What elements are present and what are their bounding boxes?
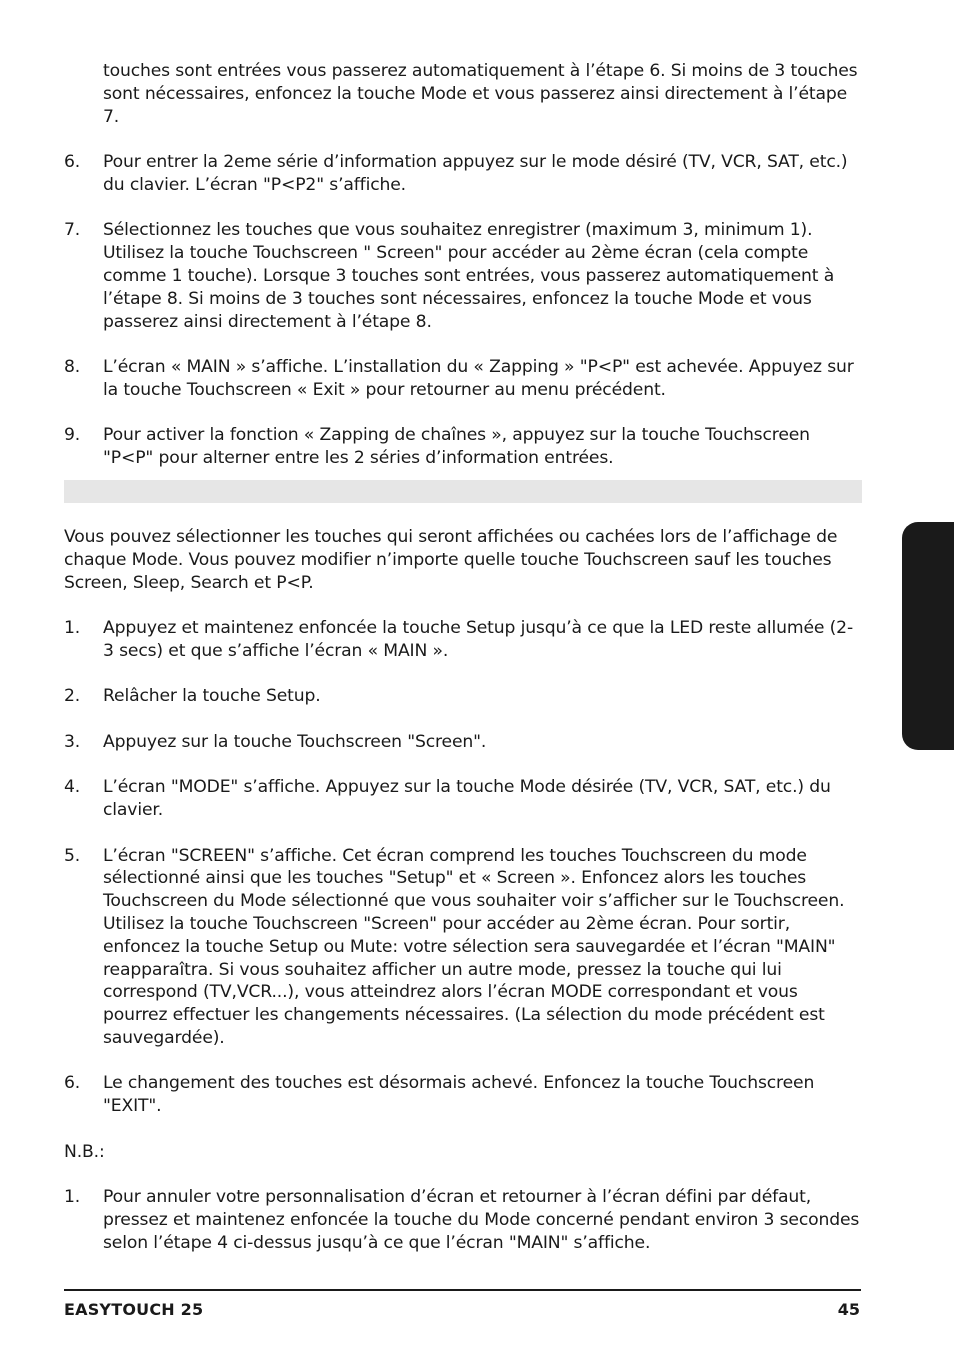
list-item: 9. Pour activer la fonction « Zapping de chaînes », appuyez sur la touche Touchscreen "P<P" pour alterner entre les 2 séries d’information entrées. [64,425,810,469]
list-item: 4. L’écran "MODE" s’affiche. Appuyez sur la touche Mode désirée (TV, VCR, SAT, etc.) du clavier. [64,777,831,821]
section-heading-bar [64,480,862,503]
list-item: 5. L’écran "SCREEN" s’affiche. Cet écran comprend les touches Touchscreen du mode sélectionné ainsi que les touches "Setup" et « Screen ». Enfoncez alors les touches Touchscreen du Mode sélectionné que vous souhaiter voir s’afficher sur le Touchscreen. Utilisez la touche Touchscreen "Screen" pour accéder au 2ème écran. Pour sortir, enfoncez la touche Setup ou Mute: votre sélection sera sauvegardée et l’écran "MAIN" reapparaîtra. Si vous souhaitez afficher un autre mode, pressez la touche qui lui correspond (TV,VCR...), vous atteindrez alors l’écran MODE correspondant et vous pourrez effectuer les changements nécessaires. (La sélection du mode précédent est sauvegardée). [64,845,845,1048]
list-item: 6. Le changement des touches est désormais achevé. Enfoncez la touche Touchscreen "EXIT". [64,1073,815,1117]
list-item: 3. Appuyez sur la touche Touchscreen "Screen". [64,731,487,752]
footer-rule [64,1289,861,1291]
list-item: 2. Relâcher la touche Setup. [64,686,321,707]
list-item: 6. Pour entrer la 2eme série d’information appuyez sur le mode désiré (TV, VCR, SAT, etc.) du clavier. L’écran "P<P2" s’affiche. [64,152,848,195]
nb-label: N.B.: [64,1141,105,1162]
list-item: 1. Appuyez et maintenez enfoncée la touche Setup jusqu’à ce que la LED reste allumée (2-3 secs) et que s’affiche l’écran « MAIN ». [64,617,854,661]
section-tab-marker [902,522,954,750]
list-item: 7. Sélectionnez les touches que vous souhaitez enregistrer (maximum 3, minimum 1). Utilisez la touche Touchscreen " Screen" pour accéder au 2ème écran (cela compte comme 1 touche). Lorsque 3 touches sont entrées, vous passerez automatiquement à l’étape 8. Si moins de 3 touches sont nécessaires, enfoncez la touche Mode et vous passerez ainsi directement à l’étape 8. [64,220,835,332]
footer-product-name: EASYTOUCH 25 [64,1300,204,1319]
document-body [64,60,862,1255]
footer-page-number: 45 [837,1300,860,1319]
intro-continuation: touches sont entrées vous passerez automatiquement à l’étape 6. Si moins de 3 touches sont nécessaires, enfoncez la touche Mode et vous passerez ainsi directement à l’étape 7. [103,61,858,127]
list-item: 1. Pour annuler votre personnalisation d’écran et retourner à l’écran défini par défaut, pressez et maintenez enfoncée la touche du Mode concerné pendant environ 3 secondes selon l’étape 4 ci-dessus jusqu’à ce que l’écran "MAIN" s’affiche. [64,1187,860,1253]
intro-paragraph: Vous pouvez sélectionner les touches qui seront affichées ou cachées lors de l’affichage de chaque Mode. Vous pouvez modifier n’importe quelle touche Touchscreen sauf les touches Screen, Sleep, Search et P<P. [64,526,838,593]
list-item: 8. L’écran « MAIN » s’affiche. L’installation du « Zapping » "P<P" est achevée. Appuyez sur la touche Touchscreen « Exit » pour retourner au menu précédent. [64,357,854,400]
